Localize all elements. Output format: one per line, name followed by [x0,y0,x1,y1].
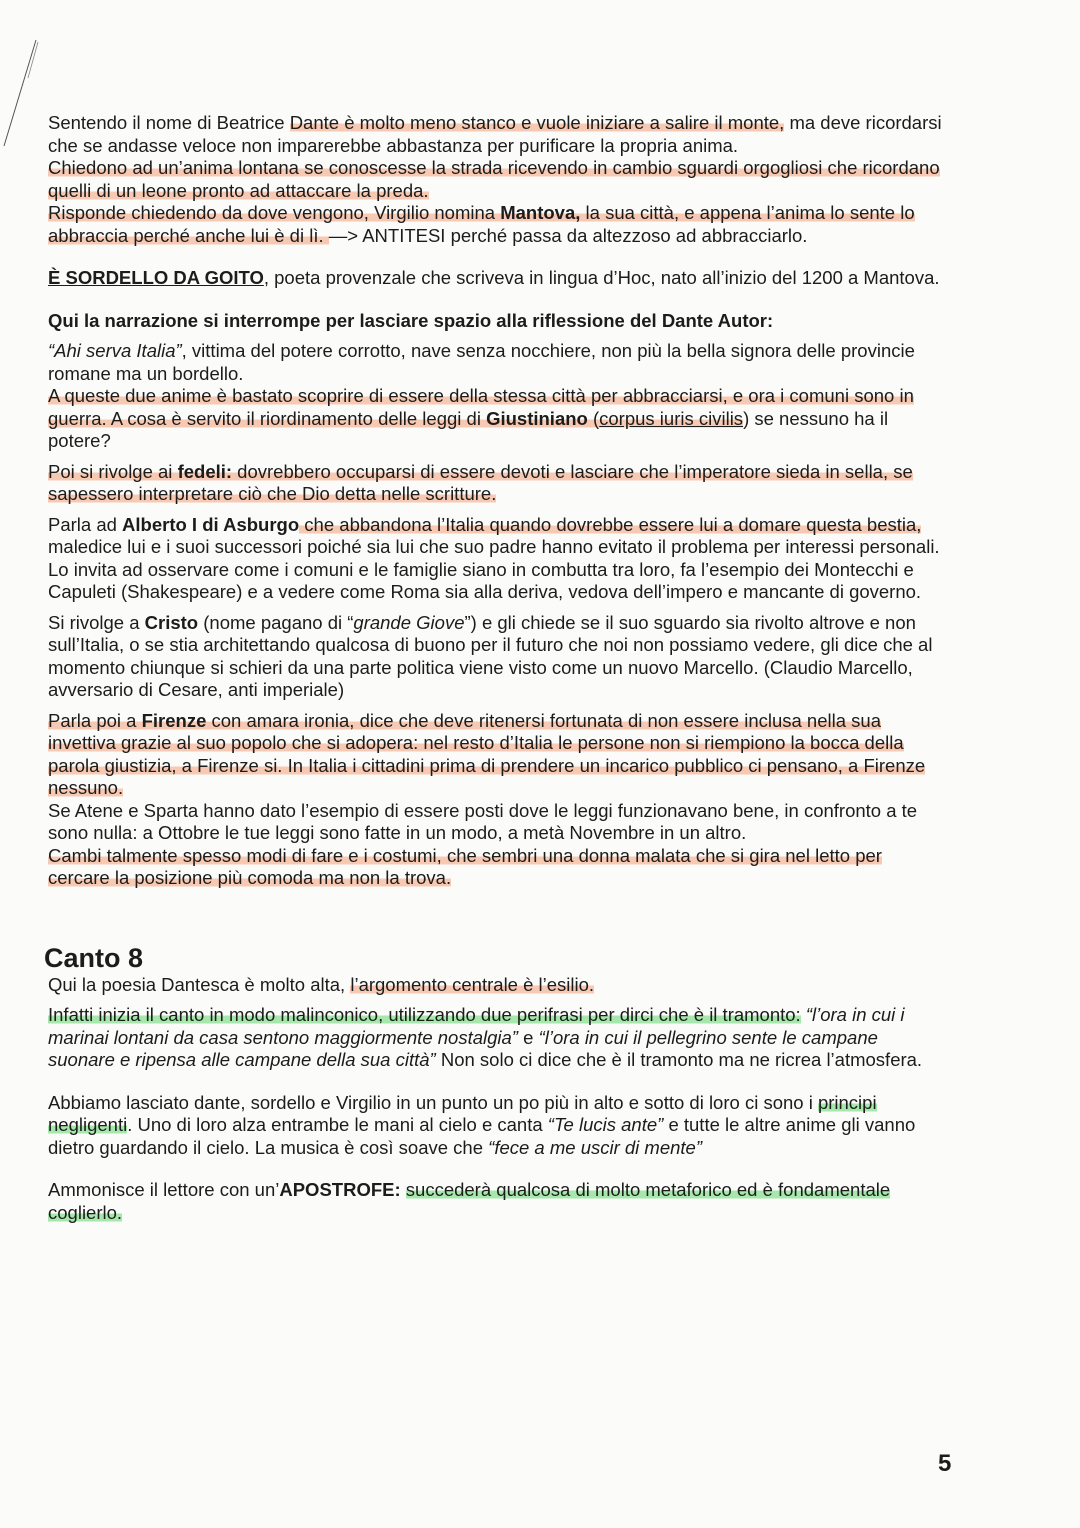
text-run: Parla ad [48,513,123,535]
bold-text: Cristo [144,611,199,633]
bold-text: fedeli: [177,460,233,482]
text-run: gli dice che al momento chiunque si schieri da una parte politica viene visto come un nuovo Marcello. (Claudio Marcello, avversario di Cesare, anti imperiale) [48,634,933,700]
text-run: Abbiamo lasciato dante, sordello e Virgilio in un punto un po più in alto e sotto di loro ci sono i [48,1091,818,1113]
paragraph-montecchi [48,559,948,604]
highlighted-text: dovrebbero occuparsi di essere devoti e lasciare che l’imperatore sieda in sella, se sapessero interpretare ciò che Dio detta nelle scritture. [48,460,913,504]
highlighted-text: ( [587,407,600,429]
canto-8-heading: Canto 8 [44,942,144,973]
text-run: Qui la poesia Dantesca è molto alta, [48,973,351,995]
bold-text: Alberto I di Asburgo [122,513,300,535]
text-run: (nome pagano di “ [198,611,354,633]
text-run: Non solo ci dice che è il tramonto ma ne ricrea l’atmosfera. [435,1049,923,1070]
text-run: ) se nessuno ha il potere? [48,407,889,451]
text-run: . Uno di loro alza entrambe le mani al cielo e canta [127,1114,548,1135]
text-run: e tutte le altre anime gli vanno dietro guardando il cielo. La musica è così soave che [48,1114,916,1158]
text-run: Sentendo il nome di Beatrice [48,112,290,133]
highlighted-text: Chiedono ad un’anima lontana se conoscesse la strada ricevendo in cambio sguardi orgogliosi che ricordano quelli di un leone pronto ad attaccare la preda. [48,157,940,201]
notes-body [44,112,948,1224]
text-run: , poeta provenzale che scriveva in lingua d’Hoc, nato all’inizio del 1200 a Mantova. [263,267,940,288]
text-run: —> ANTITESI perché passa da altezzoso ad abbracciarlo. [328,224,808,246]
paragraph-mantova [48,202,948,247]
paragraph-dante-autor [48,310,948,333]
highlighted-text: Dante è molto meno stanco e vuole iniziare a salire il monte, [289,112,785,133]
text-run: e [517,1026,539,1048]
paragraph-sordello [48,267,948,290]
highlighted-text: Poi si rivolge ai [48,460,178,482]
highlighted-text: la sua città, e appena l’anima lo sente lo abbraccia perché anche lui è di lì. [48,202,915,246]
italic-text: “l’ora in cui i marinai lontani da casa sentono maggiormente nostalgia” [48,1004,905,1048]
text-run [401,1179,406,1200]
paragraph-apostrofe [48,1179,948,1224]
bold-underlined-text: È SORDELLO DA GOITO [48,267,264,288]
page-crease-mark [0,38,40,148]
text-run: Lo invita ad osservare come i comuni e le famiglie siano in combutta tra loro, fa l’esempio dei Montecchi e Capuleti (Shakespeare) e a vedere come Roma sia alla deriva, vedova dell’impero e mancante di governo. [48,558,922,602]
bold-text: Firenze [141,709,207,731]
text-run: ma deve ricordarsi che se andasse veloce non imparerebbe abbastanza per purificare la propria anima. [48,112,942,156]
page-number: 5 [938,1450,952,1477]
paragraph-anima-lontana [48,157,948,202]
paragraph-fedeli [48,461,948,506]
italic-text: “Ahi serva Italia” [48,340,182,361]
bold-text: Mantova, [500,202,581,223]
text-run: Ammonisce il lettore con un’ [48,1179,280,1200]
paragraph-cristo [48,612,948,702]
italic-text: “Te lucis ante” [547,1114,664,1135]
italic-text: grande Giove [353,611,465,633]
text-run: Se Atene e Sparta hanno dato l’esempio di essere posti dove le leggi funzionavano bene, in confronto a te sono nulla: a Ottobre le tue leggi sono fatte in un modo, a metà Novembre in un altro. [48,799,918,843]
bold-text: Qui la narrazione si interrompe per lasciare spazio alla riflessione del Dante Autor: [48,309,774,331]
paragraph-donna-malata [48,845,948,890]
text-run: maledice lui e i suoi successori poiché sia lui che suo padre hanno evitato il problema per interessi personali. [48,536,940,557]
text-run: Si rivolge a [48,611,145,633]
highlighted-text: Parla poi a [48,709,142,731]
paragraph-ahi-serva-italia [48,340,948,385]
text-run: , vittima del potere corrotto, nave senza nocchiere, non più la bella signora delle provincie romane ma un bordello. [48,340,915,384]
italic-text: “l’ora in cui il pellegrino sente le campane suonare e ripensa alle campane della sua città” [48,1026,878,1070]
green-highlighted-text: succederà qualcosa di molto metaforico ed è fondamentale coglierlo. [48,1179,891,1223]
paragraph-tramonto [48,1004,948,1072]
paragraph-principi-negligenti [48,1092,948,1160]
paragraph-beatrice [48,112,948,157]
highlighted-text: Risponde chiedendo da dove vengono, Virgilio nomina [48,202,501,223]
highlighted-text: l’argomento centrale è l’esilio. [350,973,595,995]
paragraph-alberto [48,514,948,559]
green-highlighted-text: principi negligenti [48,1091,877,1135]
paragraph-giustiniano [48,385,948,453]
italic-text: “fece a me uscir di mente” [488,1136,703,1158]
bold-text: APOSTROFE: [279,1179,401,1200]
paragraph-atene-sparta [48,800,948,845]
highlighted-text: che abbandona l’Italia quando dovrebbe essere lui a domare questa bestia, [299,513,922,535]
text-run: ”) e gli chiede se il suo sguardo sia rivolto altrove e non sull’Italia, o se stia architettando qualcosa di buono per il futuro che noi non possiamo vedere, [48,611,916,655]
paragraph-firenze [48,710,948,800]
paragraph-poesia-alta [48,974,948,997]
highlighted-text: Cambi talmente spesso modi di fare e i costumi, che sembri una donna malata che si gira nel letto per cercare la posizione più comoda ma non la trova. [48,844,882,888]
underlined-text: corpus iuris civilis [599,407,744,429]
highlighted-text: A queste due anime è bastato scoprire di essere della stessa città per abbracciarsi, e ora i comuni sono in guerra. A cosa è servito il riordinamento delle leggi di [48,385,914,429]
bold-text: Giustiniano [486,407,588,429]
highlighted-text: con amara ironia, dice che deve ritenersi fortunata di non essere inclusa nella sua invettiva grazie al suo popolo che si adopera: nel resto d’Italia le persone non si riempiono la bocca della parola giustizia, a Firenze si. In Italia i cittadini prima di prendere un incarico pubblico ci pensano, a Firenze nessuno. [48,709,926,798]
green-highlighted-text: Infatti inizia il canto in modo malinconico, utilizzando due perifrasi per dirci che è il tramonto: [48,1004,801,1025]
